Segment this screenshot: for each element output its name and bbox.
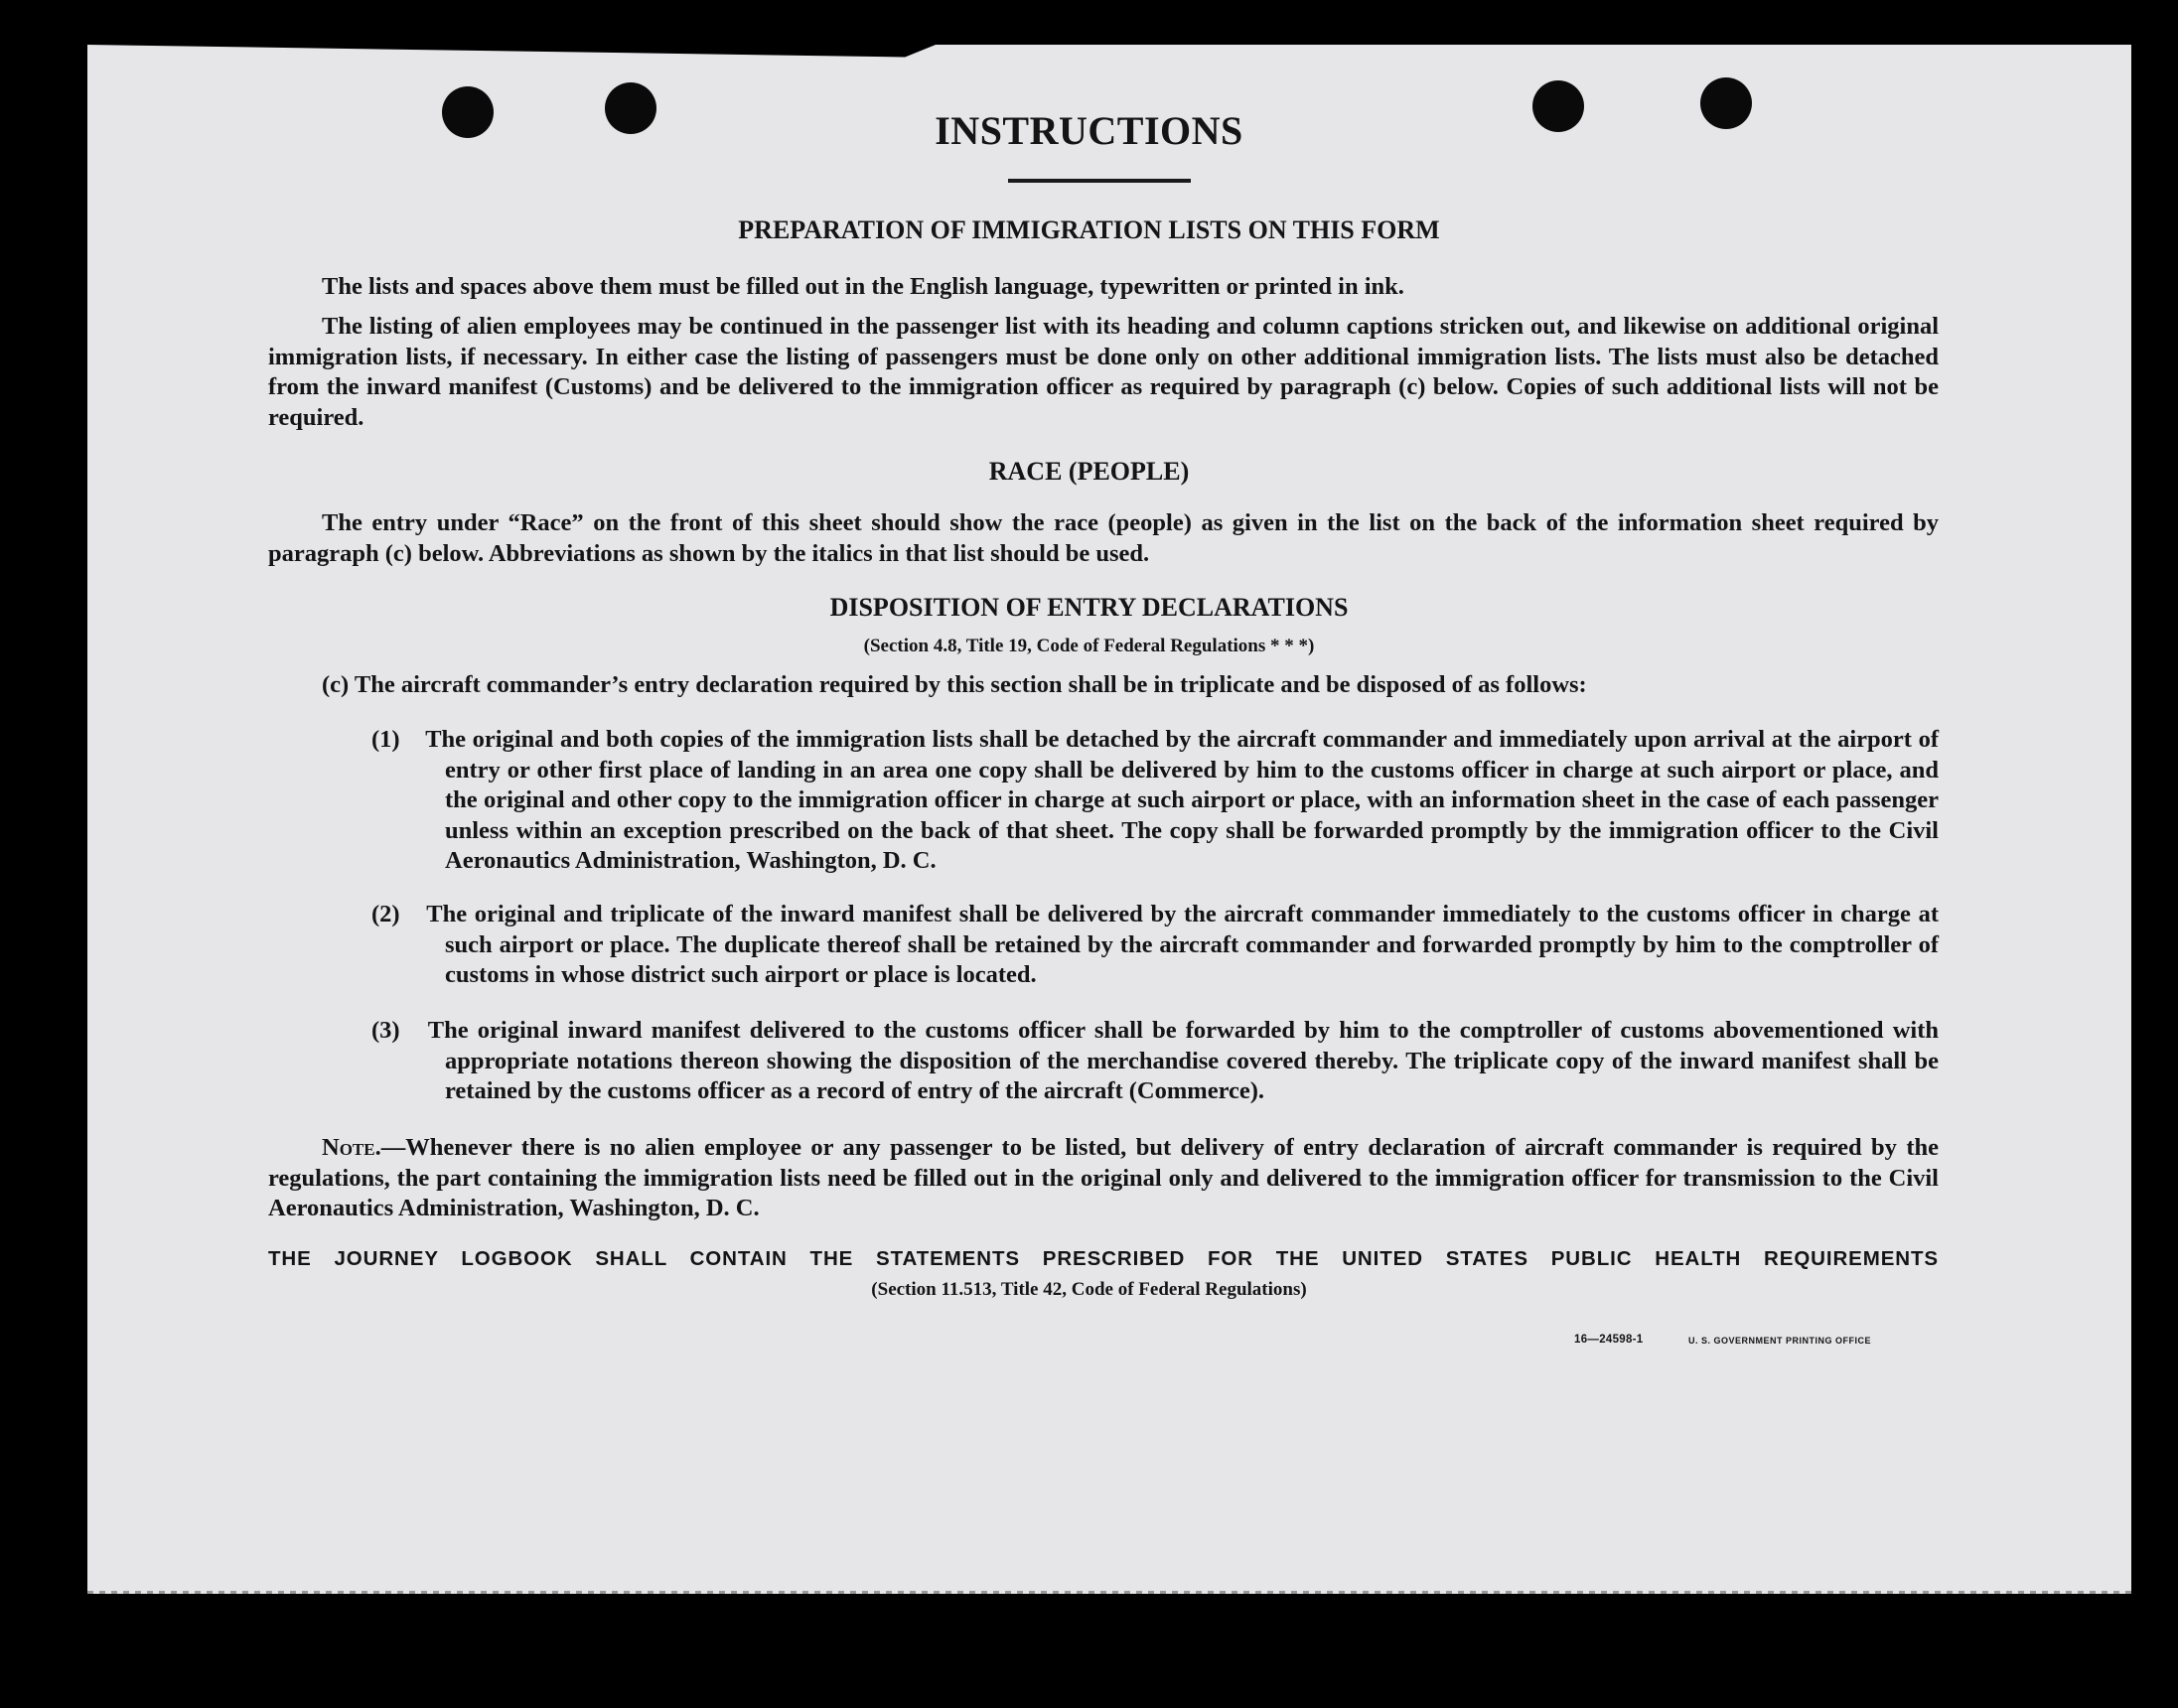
item-number: (1) <box>371 726 400 753</box>
note-text: —Whenever there is no alien employee or any passenger to be listed, but delivery of entry declaration of aircraft commander is required by the regulations, the part containing the immigration lists need be filled out in the original only and delivered to the immigration officer for transmission to the Civil Aeronautics Administration, Washington, D. C. <box>268 1134 1939 1221</box>
logbook-statement: THE JOURNEY LOGBOOK SHALL CONTAIN THE STATEMENTS PRESCRIBED FOR THE UNITED STATES PUBLIC HEALTH REQUIREMENTS <box>268 1247 1939 1270</box>
heading-race: RACE (PEOPLE) <box>988 457 1190 486</box>
note-label: Note. <box>322 1134 381 1161</box>
list-item <box>371 1016 1939 1107</box>
item-number: (2) <box>371 901 400 927</box>
citation-disposition: (Section 4.8, Title 19, Code of Federal Regulations * * *) <box>863 636 1315 656</box>
paragraph-c-intro: (c) The aircraft commander’s entry declaration required by this section shall be in triplicate and be disposed of as follows: <box>322 671 1587 698</box>
item-text: The original and triplicate of the inward manifest shall be delivered by the aircraft commander immediately to the customs officer in charge at such airport or place. The duplicate thereof shall be retained by the aircraft commander and forwarded promptly by him to the comptroller of customs in whose district such airport or place is located. <box>426 901 1939 988</box>
form-code: 16—24598-1 <box>1574 1334 1644 1346</box>
title-underline <box>1008 179 1191 183</box>
heading-disposition: DISPOSITION OF ENTRY DECLARATIONS <box>829 593 1349 622</box>
paragraph-note <box>268 1133 1939 1224</box>
list-item <box>371 725 1939 877</box>
page-title: INSTRUCTIONS <box>935 108 1243 153</box>
heading-immigration-lists: PREPARATION OF IMMIGRATION LISTS ON THIS FORM <box>738 215 1440 244</box>
item-text: The original inward manifest delivered to the customs officer shall be forwarded by him to the comptroller of customs abovementioned with appropriate notations thereon showing the disposition of the merchandise covered thereby. The triplicate copy of the inward manifest shall be retained by the customs officer as a record of entry of the aircraft (Commerce). <box>427 1017 1939 1104</box>
item-number: (3) <box>371 1017 400 1044</box>
list-item <box>371 900 1939 991</box>
paragraph-language: The lists and spaces above them must be filled out in the English language, typewritten or printed in ink. <box>322 273 1404 300</box>
logbook-citation: (Section 11.513, Title 42, Code of Federal Regulations) <box>871 1279 1307 1300</box>
paragraph-race: The entry under “Race” on the front of this sheet should show the race (people) as given in the list on the back of the information sheet required by paragraph (c) below. Abbreviations as shown by the italics in that list should be used. <box>268 509 1939 567</box>
paragraph-alien-employees: The listing of alien employees may be continued in the passenger list with its heading and column captions stricken out, and likewise on additional original immigration lists, if necessary. In either case the listing of passengers must be done only on other additional immigration lists. The lists must also be detached from the inward manifest (Customs) and be delivered to the immigration officer as required by paragraph (c) below. Copies of such additional lists will not be required. <box>268 313 1939 431</box>
printer-credit: U. S. GOVERNMENT PRINTING OFFICE <box>1688 1336 1872 1346</box>
item-text: The original and both copies of the immigration lists shall be detached by the aircraft commander and immediately upon arrival at the airport of entry or other first place of landing in an area one copy shall be delivered by him to the customs officer in charge at such airport or place, and the original and other copy to the immigration officer in charge at such airport or place, with an information sheet in the case of each passenger unless within an exception prescribed on the back of that sheet. The copy shall be forwarded promptly by the immigration officer to the Civil Aeronautics Administration, Washington, D. C. <box>425 726 1939 874</box>
